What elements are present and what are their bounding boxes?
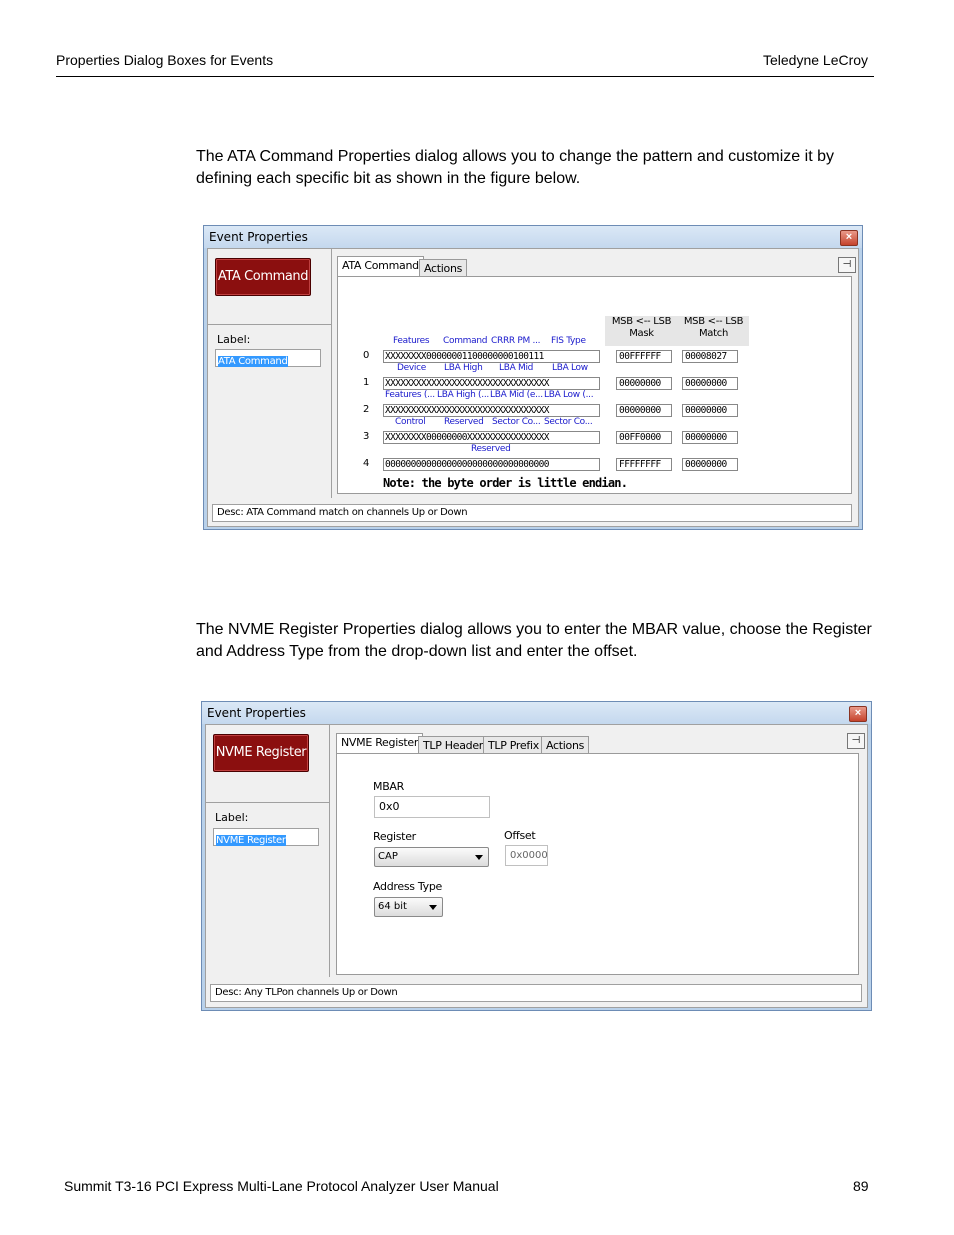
dialog-title-text: Event Properties — [207, 706, 306, 720]
field-label: LBA Low — [552, 363, 588, 373]
dialog-title — [204, 226, 862, 248]
ata-intro-paragraph: The ATA Command Properties dialog allows you to change the pattern and customize it by defining each specific bit as shown in the figure below. — [196, 148, 834, 187]
label-caption: Label: — [215, 811, 249, 824]
field-label: FIS Type — [551, 336, 586, 346]
field-label: Device — [397, 363, 426, 373]
left-pane-separator — [208, 324, 331, 325]
tab-label: ATA Command — [342, 259, 419, 272]
tab-label: NVME Register — [341, 736, 419, 749]
bit-pattern-field[interactable]: 00000000000000000000000000000000 — [383, 458, 600, 471]
mask-field[interactable]: 00FFFFFF — [616, 350, 672, 363]
dialog-title — [202, 702, 871, 724]
dialog-title-text: Event Properties — [209, 230, 308, 244]
left-pane-separator — [206, 802, 329, 803]
pin-icon[interactable]: ⊣ — [847, 733, 865, 749]
register-select[interactable] — [374, 847, 489, 867]
tab-tlp-header[interactable] — [418, 736, 488, 754]
field-label: Features — [393, 336, 430, 346]
tab-ata-command[interactable] — [337, 256, 424, 277]
chevron-down-icon — [429, 905, 437, 910]
page-header-right: Teledyne LeCroy — [763, 52, 869, 68]
chevron-down-icon — [475, 855, 483, 860]
header-rule — [56, 76, 874, 77]
byte-order-note: Note: the byte order is little endian. — [383, 476, 628, 490]
bit-pattern-field[interactable]: XXXXXXXX00000000XXXXXXXXXXXXXXXX — [383, 431, 600, 444]
address-type-label: Address Type — [373, 880, 442, 893]
address-type-select[interactable] — [374, 897, 443, 917]
match-field[interactable]: 00000000 — [682, 377, 738, 390]
tab-label: TLP Prefix — [488, 739, 539, 752]
label-caption: Label: — [217, 333, 251, 346]
field-label: LBA Mid (e... — [490, 390, 543, 400]
field-label: Features (... — [385, 390, 435, 400]
mask-field[interactable]: FFFFFFFF — [616, 458, 672, 471]
offset-input[interactable]: 0x0000 — [505, 845, 548, 866]
tab-label: Actions — [546, 739, 585, 752]
row-number: 1 — [363, 377, 370, 388]
close-button[interactable]: × — [849, 706, 867, 722]
field-label: Command — [443, 336, 488, 346]
match-field[interactable]: 00008027 — [682, 350, 738, 363]
row-number: 3 — [363, 431, 370, 442]
mask-field[interactable]: 00000000 — [616, 404, 672, 417]
mask-field[interactable]: 00000000 — [616, 377, 672, 390]
bit-pattern-field[interactable]: XXXXXXXXXXXXXXXXXXXXXXXXXXXXXXXX — [383, 377, 600, 390]
description-bar: Desc: Any TLPon channels Up or Down — [210, 984, 862, 1002]
ata-command-event-button[interactable]: ATA Command — [215, 258, 311, 296]
tab-actions[interactable] — [419, 259, 467, 277]
label-input-value: ATA Command — [218, 356, 288, 367]
page-number: 89 — [853, 1178, 869, 1194]
tab-nvme-register[interactable] — [336, 733, 423, 754]
tab-tlp-prefix[interactable] — [483, 736, 544, 754]
mask-header — [605, 316, 678, 346]
tab-actions[interactable] — [541, 736, 589, 754]
match-field[interactable]: 00000000 — [682, 431, 738, 444]
address-type-select-value: 64 bit — [378, 901, 407, 912]
ata-command-panel — [337, 276, 852, 494]
row-number: 4 — [363, 458, 370, 469]
label-input-value: NVME Register — [216, 835, 286, 846]
bit-pattern-field[interactable]: XXXXXXXXXXXXXXXXXXXXXXXXXXXXXXXX — [383, 404, 600, 417]
field-label: LBA High (... — [437, 390, 489, 400]
match-field[interactable]: 00000000 — [682, 458, 738, 471]
field-label: LBA Low (... — [544, 390, 594, 400]
left-pane — [208, 249, 332, 498]
offset-label: Offset — [504, 829, 536, 842]
bit-pattern-field[interactable]: XXXXXXXX00000001100000000100111 — [383, 350, 600, 363]
register-label: Register — [373, 830, 416, 843]
dialog-body — [207, 248, 859, 527]
nvme-intro-paragraph: The NVME Register Properties dialog allows you to enter the MBAR value, choose the Register and Address Type from the drop-down list and enter the offset. — [196, 621, 872, 660]
field-label: LBA High — [444, 363, 483, 373]
nvme-register-event-button[interactable]: NVME Register — [213, 734, 309, 772]
mask-header-line1: MSB <-- LSB — [611, 316, 672, 327]
field-label: Reserved — [444, 417, 484, 427]
field-label: Sector Co... — [544, 417, 593, 427]
description-bar: Desc: ATA Command match on channels Up or Down — [212, 504, 852, 522]
page-footer-left: Summit T3-16 PCI Express Multi-Lane Protocol Analyzer User Manual — [64, 1178, 499, 1194]
close-button[interactable]: × — [840, 230, 858, 246]
label-input[interactable] — [215, 349, 321, 367]
row-number: 2 — [363, 404, 370, 415]
field-label: CRRR PM ... — [491, 336, 541, 346]
mbar-input[interactable]: 0x0 — [374, 796, 490, 818]
register-select-value: CAP — [378, 851, 398, 862]
pin-icon[interactable]: ⊣ — [838, 257, 856, 273]
match-field[interactable]: 00000000 — [682, 404, 738, 417]
field-label: Sector Co... — [492, 417, 541, 427]
mask-field[interactable]: 00FF0000 — [616, 431, 672, 444]
tab-label: TLP Header — [423, 739, 484, 752]
row-number: 0 — [363, 350, 370, 361]
left-pane — [206, 725, 330, 977]
nvme-register-panel — [336, 753, 859, 975]
match-header — [678, 316, 749, 346]
field-label: LBA Mid — [499, 363, 534, 373]
page-header-left: Properties Dialog Boxes for Events — [56, 52, 274, 68]
nvme-event-properties-dialog — [201, 701, 872, 1011]
dialog-body — [205, 724, 868, 1008]
match-header-line2: Match — [698, 328, 728, 339]
mask-header-line2: Mask — [629, 328, 654, 339]
field-label: Control — [395, 417, 426, 427]
match-header-line1: MSB <-- LSB — [683, 316, 744, 327]
mbar-label: MBAR — [373, 780, 405, 793]
tab-label: Actions — [424, 262, 463, 275]
field-label: Reserved — [471, 444, 511, 454]
ata-event-properties-dialog — [203, 225, 863, 530]
label-input[interactable] — [213, 828, 319, 846]
